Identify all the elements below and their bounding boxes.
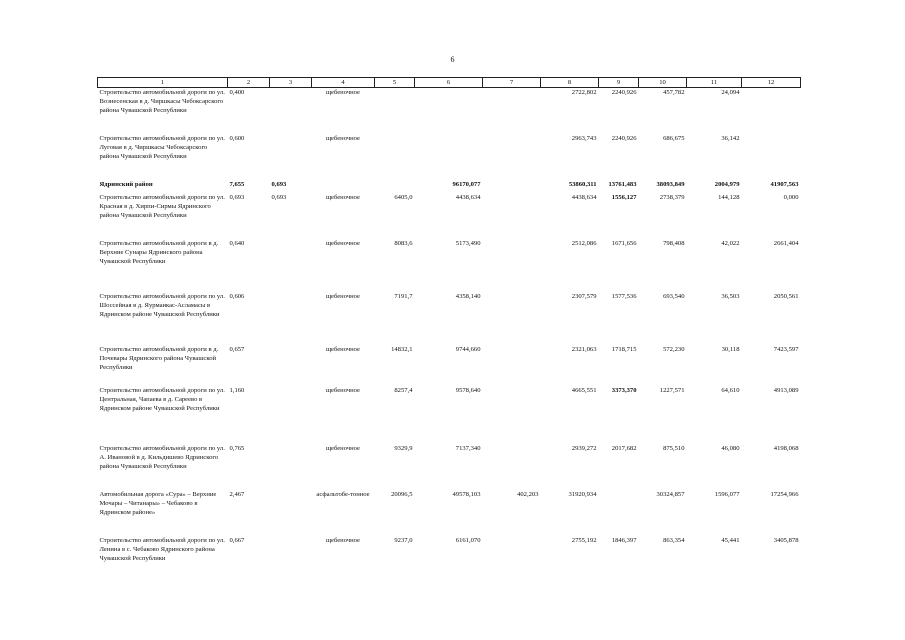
header-cell: 7 [483,78,541,88]
row-name-cell: Ядринский район [99,180,153,188]
table-cell: 4665,551 [571,386,597,394]
table-row [98,193,801,239]
table-cell: 20096,5 [391,490,413,498]
table-cell: щебеночное [325,345,360,353]
table-cell: 4913,089 [773,386,799,394]
row-name-cell: Автомобильная дорога «Сура» – Верхние Мочары – Читанары» – Чебаково в Ядринском районе» [99,490,217,516]
row-name-cell: Строительство автомобильной дороги по ул. Луговая в д. Чиршкасы Чебоксарского района Чувашской Республики [99,134,225,160]
table-cell: 2661,404 [773,239,799,247]
table-cell: 38093,849 [656,180,685,188]
table-cell: 2240,926 [611,134,637,142]
table-cell: 42,022 [721,239,740,247]
table-cell: 0,657 [229,345,245,353]
page-number: 6 [450,55,455,64]
table-cell [483,239,541,292]
table-cell [270,239,312,292]
header-cell: 1 [98,78,228,88]
table-cell: 4438,634 [571,193,597,201]
table-cell: 0,693 [271,193,287,201]
table-cell: 9578,640 [455,386,481,394]
table-cell [483,536,541,582]
table-cell: 4198,068 [773,444,799,452]
header-cell: 3 [270,78,312,88]
table-cell [742,134,801,180]
table-cell: 36,503 [721,292,740,300]
table-cell: 0,606 [229,292,245,300]
table-cell: 2,467 [229,490,245,498]
table-cell: 49578,103 [452,490,481,498]
table-cell: 7191,7 [394,292,413,300]
table-cell: 17254,966 [770,490,799,498]
table-cell: 0,693 [229,193,245,201]
table-cell: 4438,634 [455,193,481,201]
table-cell [270,536,312,582]
row-name-cell: Строительство автомобильной дороги по ул. А. Ивановой в д. Кильдишево Ядринского района Чувашской Республики [99,444,225,470]
table-cell [375,180,415,193]
table-cell: 693,540 [663,292,685,300]
table-cell: 2512,086 [571,239,597,247]
table-cell: 30,118 [721,345,740,353]
table-cell [270,386,312,444]
table-cell: щебеночное [325,386,360,394]
table-cell [312,180,375,193]
table-row [98,386,801,444]
table-cell: 0,667 [229,536,245,544]
table-cell: 31920,934 [568,490,597,498]
row-name-cell: Строительство автомобильной дороги в д. Верхние Сунары Ядринского района Чувашской Республики [99,239,219,265]
table-cell: щебеночное [325,193,360,201]
table-cell [483,444,541,490]
table-cell: щебеночное [325,239,360,247]
table-cell: 8083,6 [394,239,413,247]
table-cell: 5173,490 [455,239,481,247]
table-cell [742,88,801,134]
row-name-cell: Строительство автомобильной дороги по ул. Шоссейная в д. Яурмаикас-Асламасы в Ядринском районе Чувашской Республики [99,292,225,318]
row-name-cell: Строительство автомобильной дороги по ул. Вознесенская в д. Чиршкасы Чебоксарского района Чувашской Республики [99,89,225,114]
table-cell [375,134,415,180]
table-cell: 7423,597 [773,345,799,353]
table-cell: 2738,379 [659,193,685,201]
table-cell: 9237,0 [394,536,413,544]
header-cell: 2 [228,78,270,88]
table-cell: 875,510 [663,444,685,452]
table-row [98,444,801,490]
table-cell: 0,765 [229,444,245,452]
table-cell: 41907,563 [770,180,799,188]
table-cell: 1577,536 [611,292,637,300]
table-cell: 1556,127 [611,193,637,201]
table-cell [483,180,541,193]
header-row [98,78,801,88]
table-cell: щебеночное [325,134,360,142]
table-cell: 457,782 [663,89,685,96]
table-cell: 96170,077 [452,180,481,188]
header-cell: 5 [375,78,415,88]
table-cell: 3405,878 [773,536,799,544]
table-cell: 14832,1 [391,345,413,353]
table-cell: 0,693 [271,180,287,188]
table-cell [270,444,312,490]
header-cell: 8 [541,78,599,88]
table-cell [270,134,312,180]
table-cell: 0,400 [229,89,245,96]
table-row [98,292,801,345]
table-cell: щебеночное [325,536,360,544]
table-cell: 863,354 [663,536,685,544]
table-cell: 36,142 [721,134,740,142]
row-name-cell: Строительство автомобильной дороги по ул. Ленина в с. Чебаково Ядринского района Чувашской Республики [99,536,225,562]
table-cell: 2722,802 [571,89,597,96]
table-cell: 3373,370 [611,386,637,394]
table-cell: 1846,397 [611,536,637,544]
table-cell [483,292,541,345]
table-cell: 1718,715 [611,345,637,353]
table-cell: 798,408 [663,239,685,247]
table-cell: 2939,272 [571,444,597,452]
table-cell [270,345,312,386]
table-cell: 2321,063 [571,345,597,353]
table-cell [483,134,541,180]
table-cell: 572,230 [663,345,685,353]
table-cell: щебеночное [325,89,360,96]
table-cell: 8257,4 [394,386,413,394]
row-name-cell: Строительство автомобильной дороги в д. Почевары Ядринского района Чувашской Республики [99,345,219,371]
table-cell: 64,610 [721,386,740,394]
table-cell: 0,640 [229,239,245,247]
header-cell: 11 [687,78,742,88]
table-cell: 2240,926 [611,89,637,96]
table-cell [415,134,483,180]
header-cell: 6 [415,78,483,88]
table-cell [270,490,312,536]
data-table [97,77,801,582]
table-cell: 0,000 [783,193,799,201]
table-cell: 7137,340 [455,444,481,452]
header-cell: 9 [599,78,639,88]
table-cell: 7,655 [229,180,245,188]
table-row [98,239,801,292]
table-cell [270,88,312,134]
table-row [98,134,801,180]
table-cell: 46,080 [721,444,740,452]
table-cell [270,292,312,345]
table-row [98,180,801,193]
header-cell: 12 [742,78,801,88]
table-cell: 13761,483 [608,180,637,188]
header-cell: 10 [639,78,687,88]
table-cell: 1671,656 [611,239,637,247]
table-row [98,345,801,386]
table-cell: 2963,743 [571,134,597,142]
table-cell: 2017,682 [611,444,637,452]
table-cell: 30324,857 [656,490,685,498]
table-cell [483,345,541,386]
table-cell [599,490,639,536]
table-cell: 1596,077 [714,490,740,498]
table-row [98,536,801,582]
table-cell: 0,600 [229,134,245,142]
table-cell: 53860,311 [568,180,597,188]
header-cell: 4 [312,78,375,88]
table-cell [375,88,415,134]
table-cell: 2755,192 [571,536,597,544]
table-cell: 9329,9 [394,444,413,452]
table-cell [483,386,541,444]
table-cell [415,88,483,134]
table-row [98,88,801,134]
table-cell: 686,675 [663,134,685,142]
row-name-cell: Строительство автомобильной дороги по ул. Центральная, Чапаева в д. Сареево в Ядринском районе Чувашской Республики [99,386,225,412]
table-cell: 402,203 [517,490,539,498]
table-cell: 9744,660 [455,345,481,353]
table-cell: 6405,0 [394,193,413,201]
table-cell: 6161,070 [455,536,481,544]
table-cell [483,193,541,239]
table-cell: 2004,979 [714,180,740,188]
table-cell: 144,128 [718,193,740,201]
table-cell: 2307,579 [571,292,597,300]
table-cell: щебеночное [325,444,360,452]
table-cell [483,88,541,134]
table-cell: 1,160 [229,386,245,394]
table-cell: 1227,571 [659,386,685,394]
row-name-cell: Строительство автомобильной дороги по ул. Красная в д. Хирпи-Сирмы Ядринского района Чувашской Республики [99,193,225,219]
table-cell: 4358,140 [455,292,481,300]
table-cell: 45,441 [721,536,740,544]
table-cell: щебеночное [325,292,360,300]
table-cell: асфальтобе-тонное [316,490,370,498]
table-row [98,490,801,536]
table-cell: 24,094 [721,89,740,96]
table-cell: 2050,561 [773,292,799,300]
